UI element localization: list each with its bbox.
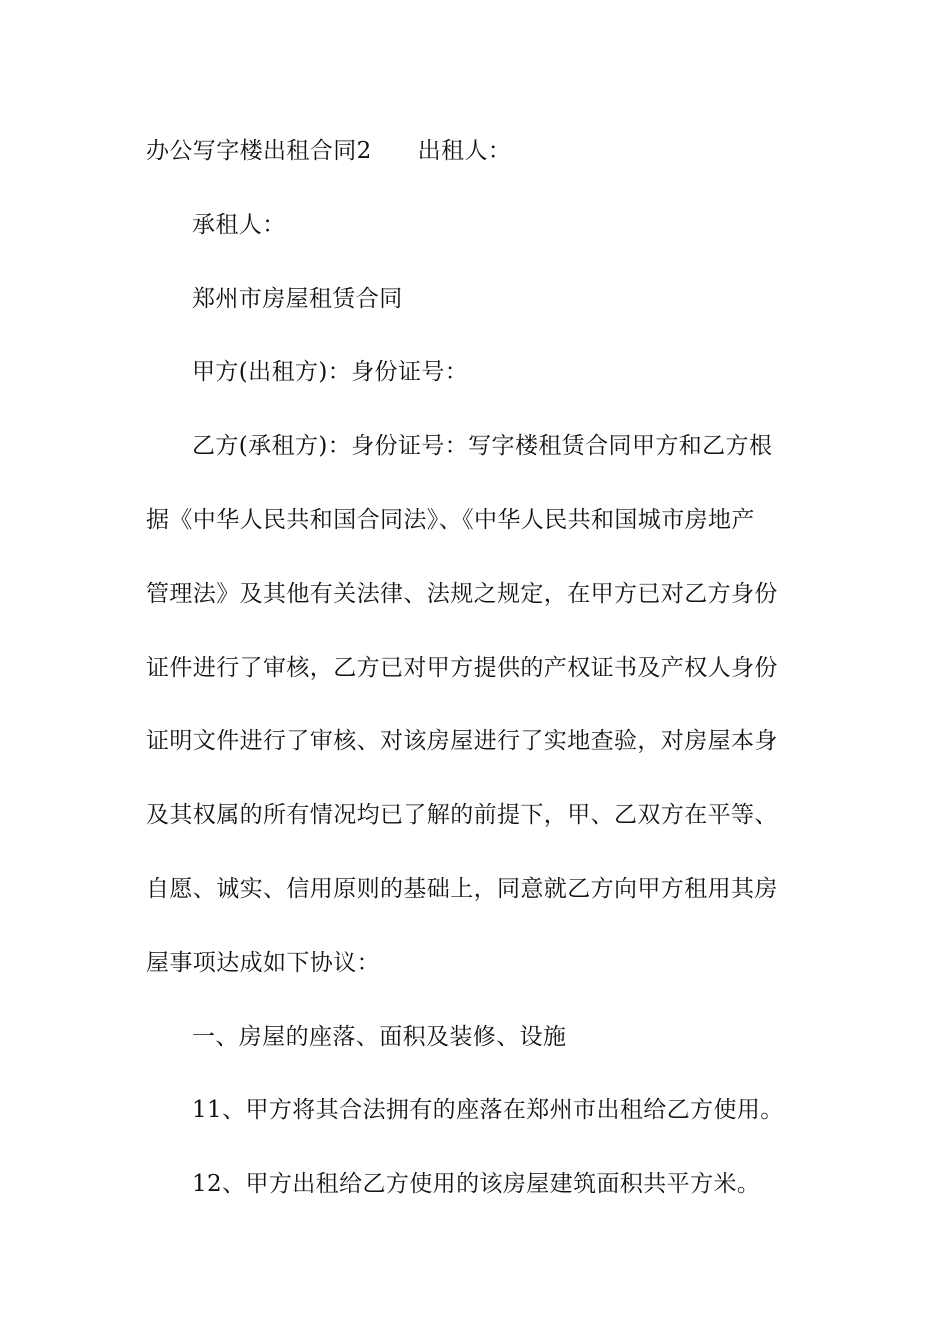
clause-12: 12、甲方出租给乙方使用的该房屋建筑面积共平方米。 <box>192 1171 761 1198</box>
paragraph-line: 及其权属的所有情况均已了解的前提下，甲、乙双方在平等、 <box>146 802 778 829</box>
paragraph-line: 屋事项达成如下协议： <box>146 949 380 976</box>
party-a-line: 甲方(出租方)：身份证号： <box>192 359 469 386</box>
title-line <box>146 132 810 170</box>
contract-name: 郑州市房屋租赁合同 <box>192 285 403 312</box>
party-b-line: 乙方(承租方)：身份证号：写字楼租赁合同甲方和乙方根 <box>192 433 773 460</box>
lessor-label: 出租人： <box>417 138 512 164</box>
section-heading: 一、房屋的座落、面积及装修、设施 <box>192 1023 567 1050</box>
paragraph-line: 证件进行了审核，乙方已对甲方提供的产权证书及产权人身份 <box>146 654 778 681</box>
clause-11: 11、甲方将其合法拥有的座落在郑州市出租给乙方使用。 <box>192 1097 784 1124</box>
paragraph-line: 证明文件进行了审核、对该房屋进行了实地查验，对房屋本身 <box>146 728 778 755</box>
paragraph-line: 据《中华人民共和国合同法》、《中华人民共和国城市房地产 <box>146 506 755 533</box>
paragraph-line: 自愿、诚实、信用原则的基础上，同意就乙方向甲方租用其房 <box>146 875 778 902</box>
lessee-line: 承租人： <box>192 211 286 238</box>
document-body <box>146 132 810 1239</box>
paragraph-line: 管理法》及其他有关法律、法规之规定，在甲方已对乙方身份 <box>146 580 778 607</box>
document-title: 办公写字楼出租合同2 <box>146 138 372 164</box>
